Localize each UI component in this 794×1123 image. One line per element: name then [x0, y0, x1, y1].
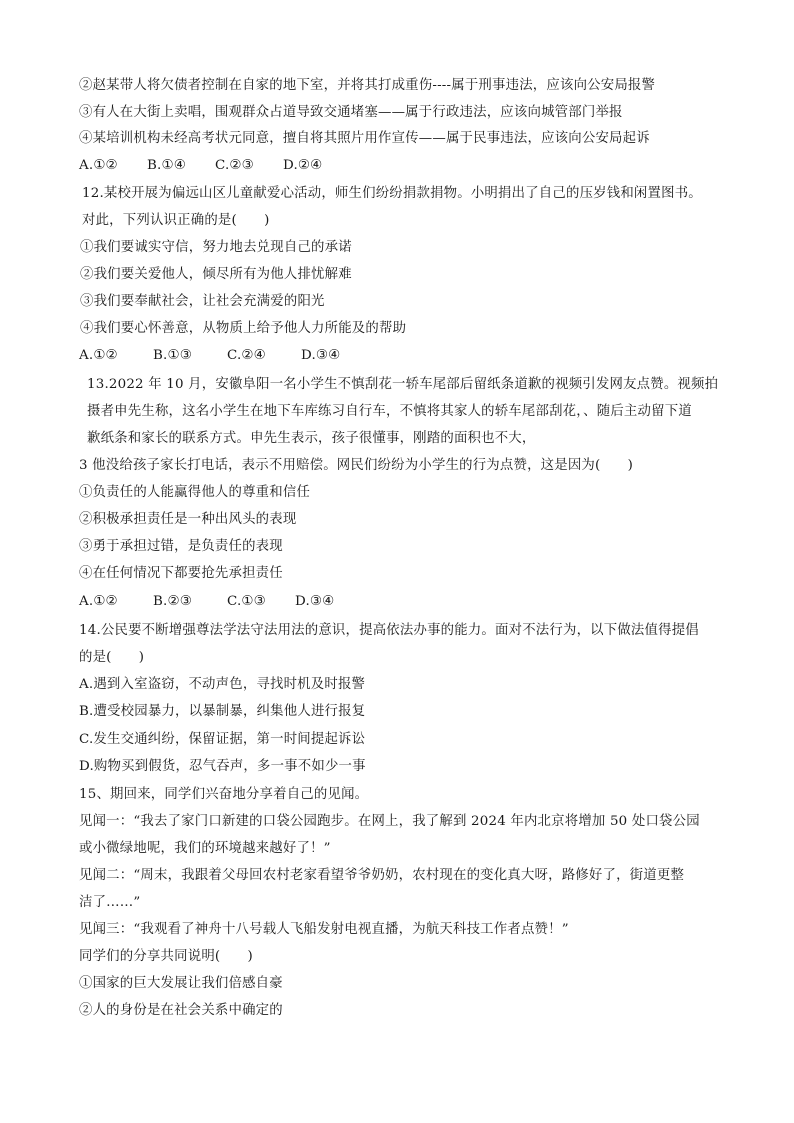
q12-stem-line-2: 对此，下列认识正确的是( ) [82, 213, 270, 228]
q14-stem-line-2: 的是( ) [79, 650, 145, 665]
q13-item-3: ③勇于承担过错，是负责任的表现 [79, 539, 283, 554]
q12-item-1: ①我们要诚实守信，努力地去兑现自己的承诺 [80, 240, 352, 255]
q13-item-2: ②积极承担责任是一种出风头的表现 [79, 512, 297, 527]
q15-item-1: ①国家的巨大发展让我们倍感自豪 [79, 976, 283, 991]
q13-stem-line-2: 摄者申先生称，这名小学生在地下车库练习自行车，不慎将其家人的轿车尾部刮花，、随后主动留下道 [87, 404, 692, 419]
q15-news-2-line-1: 见闻二：“周末，我跟着父母回农村老家看望爷爷奶奶，农村现在的变化真大呀，路修好了，街道更整 [79, 868, 685, 883]
q12-option-d: D.③④ [301, 348, 341, 363]
q15-news-1-line-2: 或小微绿地呢，我们的环境越来越好了！” [79, 841, 331, 856]
q15-stem-line-1: 15、期回来，同学们兴奋地分享着自己的见闻。 [79, 787, 369, 802]
q14-stem-line-1: 14.公民要不断增强尊法学法守法用法的意识，提高依法办事的能力。面对不法行为，以下做法值得提倡 [79, 623, 699, 638]
q12-option-b: B.①③ [153, 348, 192, 363]
q13-option-b: B.②③ [153, 594, 192, 609]
q11-options [79, 156, 322, 176]
q15-item-2: ②人的身份是在社会关系中确定的 [79, 1003, 283, 1018]
q13-option-a: A.①② [79, 594, 118, 609]
q12-option-a: A.①② [79, 348, 118, 363]
q11-item-3: ③有人在大街上卖唱，围观群众占道导致交通堵塞——属于行政违法，应该向城管部门举报 [79, 105, 623, 120]
q15-news-3: 见闻三：“我观看了神舟十八号载人飞船发射电视直播，为航天科技工作者点赞！” [79, 922, 569, 937]
q13-stem-line-4: 3 他没给孩子家长打电话，表示不用赔偿。网民们纷纷为小学生的行为点赞，这是因为( ) [79, 458, 634, 473]
q13-stem-line-1: 13.2022 年 10 月，安徽阜阳一名小学生不慎刮花一轿车尾部后留纸条道歉的视频引发网友点赞。视频拍 [87, 377, 719, 392]
q12-item-4: ④我们要心怀善意，从物质上给予他人力所能及的帮助 [80, 321, 407, 336]
q12-item-2: ②我们要关爱他人，倾尽所有为他人排忧解难 [80, 267, 352, 282]
q11-option-a: A.①② [79, 158, 118, 173]
q13-item-1: ①负责任的人能赢得他人的尊重和信任 [79, 485, 311, 500]
q12-options [79, 346, 340, 366]
q15-news-1-line-1: 见闻一：“我去了家门口新建的口袋公园跑步。在网上，我了解到 2024 年内北京将增加 50 处口袋公园 [79, 814, 700, 829]
q12-stem-line-1: 12.某校开展为偏远山区儿童献爱心活动，师生们纷纷捐款捐物。小明捐出了自己的压岁钱和闲置图书。 [82, 186, 702, 201]
q13-option-d: D.③④ [295, 594, 335, 609]
q15-stem-line-2: 同学们的分享共同说明( ) [79, 949, 253, 964]
q11-item-2: ②赵某带人将欠债者控制在自家的地下室，并将其打成重伤----属于刑事违法，应该向公安局报警 [79, 78, 656, 93]
q11-option-d: D.②④ [283, 158, 323, 173]
q14-option-b: B.遭受校园暴力，以暴制暴，纠集他人进行报复 [79, 704, 366, 719]
q11-item-4: ④某培训机构未经高考状元同意，擅自将其照片用作宣传——属于民事违法，应该向公安局起诉 [79, 131, 650, 146]
q13-stem-line-3: 歉纸条和家长的联系方式。申先生表示，孩子很懂事，刚踏的面积也不大， [87, 431, 536, 446]
q13-option-c: C.①③ [227, 594, 266, 609]
q12-item-3: ③我们要奉献社会，让社会充满爱的阳光 [80, 294, 325, 309]
q14-option-d: D.购物买到假货，忍气吞声，多一事不如少一事 [79, 759, 366, 774]
q12-option-c: C.②④ [227, 348, 266, 363]
q11-option-b: B.①④ [147, 158, 186, 173]
q13-item-4: ④在任何情况下都要抢先承担责任 [79, 566, 283, 581]
q14-option-c: C.发生交通纠纷，保留证据，第一时间提起诉讼 [79, 732, 366, 747]
q11-option-c: C.②③ [215, 158, 254, 173]
q15-news-2-line-2: 洁了……” [79, 895, 141, 910]
q14-option-a: A.遇到入室盗窃，不动声色，寻找时机及时报警 [79, 677, 366, 692]
q13-options [79, 592, 334, 612]
